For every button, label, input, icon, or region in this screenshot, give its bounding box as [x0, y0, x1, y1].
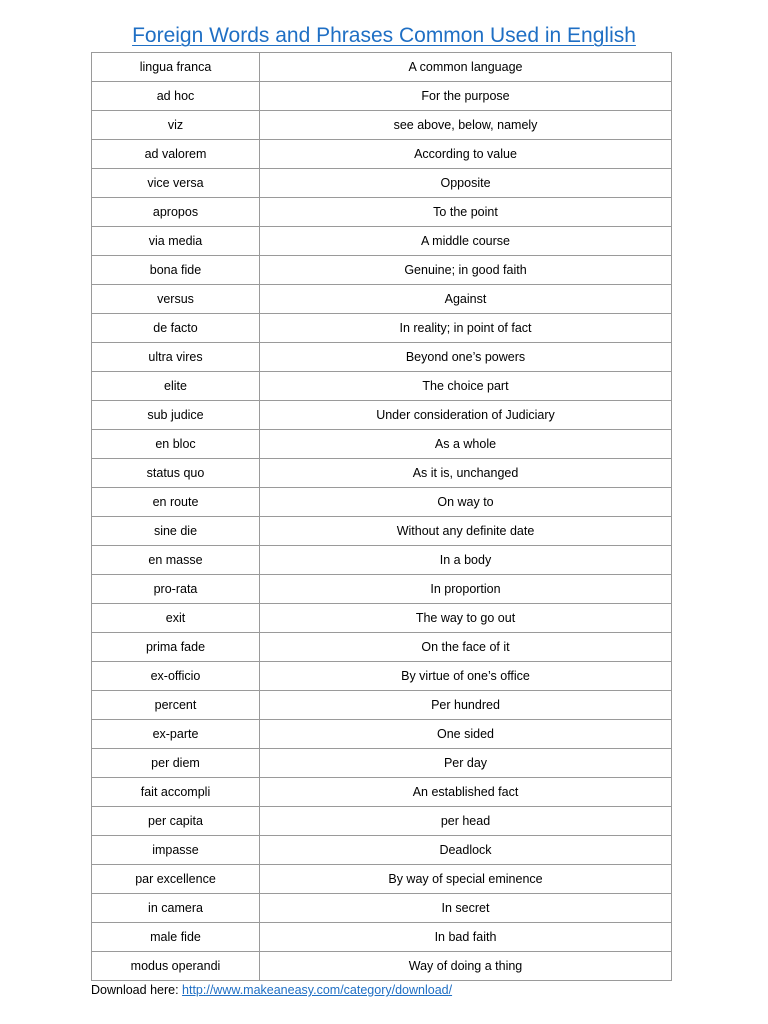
- table-row: [92, 169, 672, 198]
- term-cell: sub judice: [92, 401, 260, 430]
- meaning-cell: On way to: [260, 488, 672, 517]
- table-row: [92, 546, 672, 575]
- table-row: [92, 575, 672, 604]
- term-cell: pro-rata: [92, 575, 260, 604]
- table-row: [92, 82, 672, 111]
- table-row: [92, 749, 672, 778]
- term-cell: ex-parte: [92, 720, 260, 749]
- meaning-cell: A middle course: [260, 227, 672, 256]
- term-cell: impasse: [92, 836, 260, 865]
- term-cell: par excellence: [92, 865, 260, 894]
- term-cell: apropos: [92, 198, 260, 227]
- term-cell: elite: [92, 372, 260, 401]
- meaning-cell: By virtue of one’s office: [260, 662, 672, 691]
- meaning-cell: Opposite: [260, 169, 672, 198]
- meaning-cell: Per hundred: [260, 691, 672, 720]
- table-row: [92, 604, 672, 633]
- term-cell: versus: [92, 285, 260, 314]
- table-row: [92, 227, 672, 256]
- table-row: [92, 53, 672, 82]
- meaning-cell: Without any definite date: [260, 517, 672, 546]
- meaning-cell: As it is, unchanged: [260, 459, 672, 488]
- page-title: Foreign Words and Phrases Common Used in English: [132, 24, 636, 47]
- table-row: [92, 343, 672, 372]
- table-row: [92, 865, 672, 894]
- term-cell: per capita: [92, 807, 260, 836]
- term-cell: exit: [92, 604, 260, 633]
- meaning-cell: In a body: [260, 546, 672, 575]
- table-row: [92, 691, 672, 720]
- meaning-cell: Beyond one’s powers: [260, 343, 672, 372]
- download-footer: [91, 982, 452, 998]
- term-cell: en bloc: [92, 430, 260, 459]
- term-cell: percent: [92, 691, 260, 720]
- term-cell: ultra vires: [92, 343, 260, 372]
- term-cell: via media: [92, 227, 260, 256]
- meaning-cell: An established fact: [260, 778, 672, 807]
- meaning-cell: In reality; in point of fact: [260, 314, 672, 343]
- table-row: [92, 720, 672, 749]
- term-cell: ex-officio: [92, 662, 260, 691]
- meaning-cell: Against: [260, 285, 672, 314]
- meaning-cell: In secret: [260, 894, 672, 923]
- term-cell: per diem: [92, 749, 260, 778]
- table-row: [92, 459, 672, 488]
- term-cell: modus operandi: [92, 952, 260, 981]
- table-row: [92, 923, 672, 952]
- term-cell: in camera: [92, 894, 260, 923]
- meaning-cell: For the purpose: [260, 82, 672, 111]
- phrase-table: [91, 52, 672, 981]
- meaning-cell: per head: [260, 807, 672, 836]
- table-row: [92, 807, 672, 836]
- term-cell: male fide: [92, 923, 260, 952]
- table-row: [92, 372, 672, 401]
- meaning-cell: In proportion: [260, 575, 672, 604]
- term-cell: status quo: [92, 459, 260, 488]
- table-row: [92, 952, 672, 981]
- term-cell: ad valorem: [92, 140, 260, 169]
- meaning-cell: see above, below, namely: [260, 111, 672, 140]
- term-cell: viz: [92, 111, 260, 140]
- table-row: [92, 285, 672, 314]
- term-cell: vice versa: [92, 169, 260, 198]
- table-row: [92, 198, 672, 227]
- table-row: [92, 111, 672, 140]
- table-row: [92, 662, 672, 691]
- meaning-cell: Way of doing a thing: [260, 952, 672, 981]
- table-row: [92, 256, 672, 285]
- table-row: [92, 314, 672, 343]
- meaning-cell: To the point: [260, 198, 672, 227]
- meaning-cell: The choice part: [260, 372, 672, 401]
- meaning-cell: Per day: [260, 749, 672, 778]
- download-label: Download here:: [91, 983, 183, 997]
- meaning-cell: One sided: [260, 720, 672, 749]
- term-cell: lingua franca: [92, 53, 260, 82]
- table-row: [92, 488, 672, 517]
- meaning-cell: As a whole: [260, 430, 672, 459]
- meaning-cell: In bad faith: [260, 923, 672, 952]
- meaning-cell: The way to go out: [260, 604, 672, 633]
- table-row: [92, 633, 672, 662]
- meaning-cell: According to value: [260, 140, 672, 169]
- meaning-cell: On the face of it: [260, 633, 672, 662]
- term-cell: fait accompli: [92, 778, 260, 807]
- table-row: [92, 517, 672, 546]
- term-cell: ad hoc: [92, 82, 260, 111]
- term-cell: sine die: [92, 517, 260, 546]
- meaning-cell: Genuine; in good faith: [260, 256, 672, 285]
- term-cell: en route: [92, 488, 260, 517]
- table-row: [92, 140, 672, 169]
- term-cell: prima fade: [92, 633, 260, 662]
- table-row: [92, 430, 672, 459]
- meaning-cell: Deadlock: [260, 836, 672, 865]
- meaning-cell: A common language: [260, 53, 672, 82]
- table-row: [92, 778, 672, 807]
- table-row: [92, 836, 672, 865]
- table-row: [92, 401, 672, 430]
- term-cell: en masse: [92, 546, 260, 575]
- download-link[interactable]: http://www.makeaneasy.com/category/download/: [182, 983, 453, 997]
- term-cell: bona fide: [92, 256, 260, 285]
- meaning-cell: By way of special eminence: [260, 865, 672, 894]
- phrase-table-body: [92, 53, 672, 981]
- table-row: [92, 894, 672, 923]
- meaning-cell: Under consideration of Judiciary: [260, 401, 672, 430]
- term-cell: de facto: [92, 314, 260, 343]
